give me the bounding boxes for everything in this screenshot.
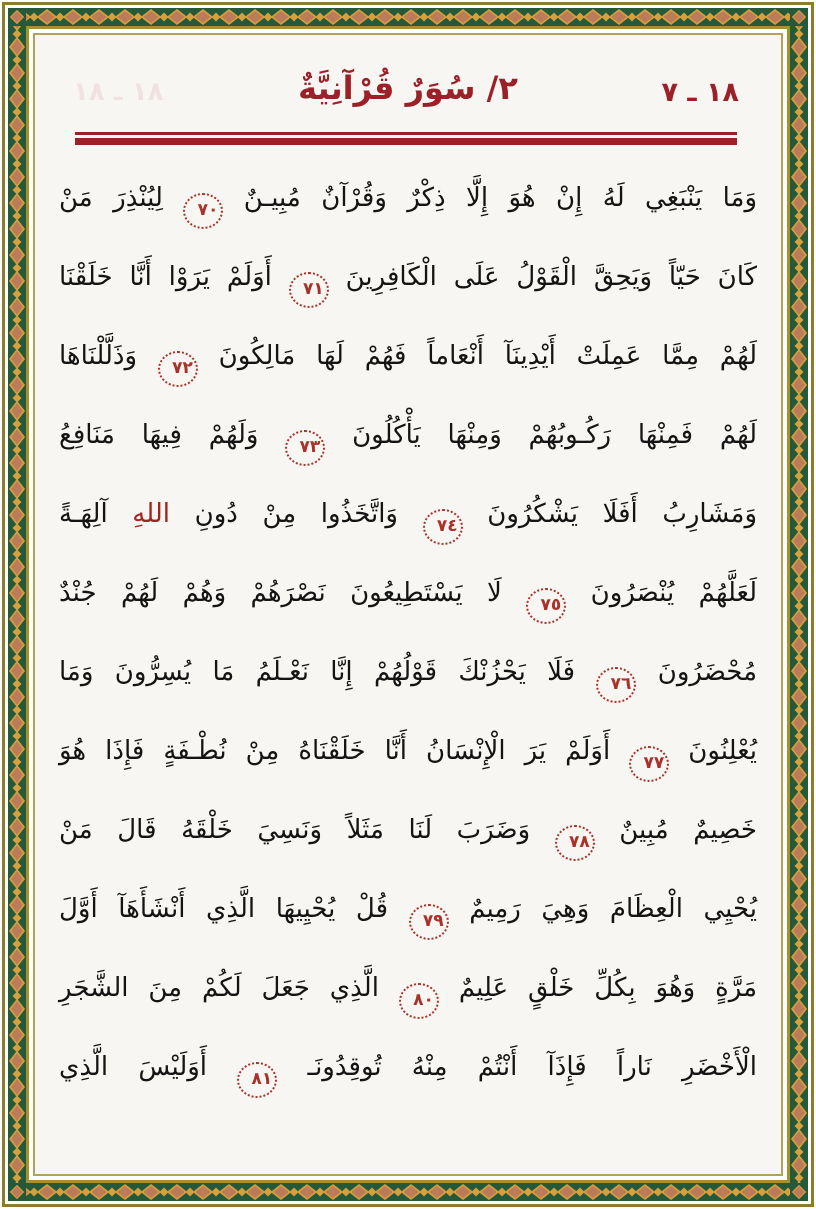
corner-ornament-icon xyxy=(8,1183,26,1201)
page-content xyxy=(35,35,781,1174)
quran-text-segment: وَذَلَّلْنَاهَا xyxy=(59,341,138,371)
quran-line xyxy=(59,949,757,1028)
quran-text-segment: لَعَلَّهُمْ يُنْصَرُونَ xyxy=(590,578,758,608)
quran-line xyxy=(59,712,757,791)
quran-text-block xyxy=(59,159,757,1107)
quran-text-segment: وَمَا يَنْبَغِي لَهُ إِنْ هُوَ إِلَّا ذِكْرٌ وَقُرْآنٌ مُبِيـنٌ xyxy=(243,183,758,213)
quran-text-segment: لَهُمْ فَمِنْهَا رَكُـوبُهُمْ وَمِنْهَا يَأْكُلُونَ xyxy=(352,420,758,450)
verse-number-medallion: ٧١ xyxy=(289,272,329,308)
verse-number-medallion: ٨٠ xyxy=(399,983,439,1019)
quran-text-segment: خَصِيمٌ مُبِينٌ xyxy=(619,815,757,845)
quran-line xyxy=(59,791,757,870)
verse-number-medallion: ٧٥ xyxy=(526,588,566,624)
corner-ornament-icon xyxy=(790,1183,808,1201)
verse-number-medallion: ٧٠ xyxy=(183,193,223,229)
quran-line xyxy=(59,554,757,633)
quran-line xyxy=(59,1028,757,1107)
quran-text-segment: أَوَلَيْسَ الَّذِي xyxy=(59,1052,208,1082)
quran-line xyxy=(59,159,757,238)
verse-number-medallion: ٧٣ xyxy=(285,430,325,466)
header-divider xyxy=(75,132,737,145)
quran-line xyxy=(59,396,757,475)
verse-number-medallion: ٧٤ xyxy=(423,509,463,545)
ornament-band-right-icon xyxy=(790,8,808,1201)
quran-line xyxy=(59,475,757,554)
verse-number-medallion: ٧٢ xyxy=(158,351,198,387)
corner-ornament-icon xyxy=(8,8,26,26)
verse-number-medallion: ٧٩ xyxy=(409,904,449,940)
quran-text-segment: أَوَلَمْ يَرَ الْإِنْسَانُ أَنَّا خَلَقْنَاهُ مِنْ نُطْـفَةٍ فَإِذَا هُوَ xyxy=(59,736,611,766)
verse-number-medallion: ٧٨ xyxy=(555,825,595,861)
verse-number-medallion: ٧٦ xyxy=(596,667,636,703)
quran-line xyxy=(59,870,757,949)
ornament-band-bottom-icon xyxy=(8,1183,808,1201)
page-ref: ١٨ ـ ٧ xyxy=(661,77,739,108)
ornament-band-top-icon xyxy=(8,8,808,26)
quran-text-segment: فَلَا يَحْزُنْكَ قَوْلُهُمْ إِنَّا نَعْـلَمُ مَا يُسِرُّونَ وَمَا xyxy=(59,657,576,687)
allah-word-highlight: اللهِ xyxy=(132,499,170,529)
verse-number-medallion: ٧٧ xyxy=(629,746,669,782)
quran-line xyxy=(59,317,757,396)
ornament-band-left-icon xyxy=(8,8,26,1201)
quran-line xyxy=(59,633,757,712)
quran-text-segment: وَضَرَبَ لَنَا مَثَلاً وَنَسِيَ خَلْقَهُ قَالَ مَنْ xyxy=(59,815,531,845)
quran-text-segment: الْأَخْضَرِ نَاراً فَإِذَآ أَنْتُمْ مِنْهُ تُوقِدُونَـ xyxy=(307,1052,758,1082)
quran-text-segment: وَاتَّخَذُوا مِنْ دُونِ xyxy=(194,499,398,529)
quran-text-segment: لَا يَسْتَطِيعُونَ نَصْرَهُمْ وَهُمْ لَهُمْ جُنْدٌ xyxy=(59,578,502,608)
quran-text-segment: لِيُنْذِرَ مَنْ xyxy=(59,183,163,213)
quran-text-segment: وَلَهُمْ فِيهَا مَنَافِعُ xyxy=(59,420,259,450)
quran-text-segment: كَانَ حَيّاً وَيَحِقَّ الْقَوْلُ عَلَى الْكَافِرِينَ xyxy=(345,262,758,292)
quran-text-segment: لَهُمْ مِمَّا عَمِلَتْ أَيْدِينَآ أَنْعَاماً فَهُمْ لَهَا مَالِكُونَ xyxy=(218,341,758,371)
quran-text-segment: آلِهَـةً xyxy=(59,499,108,529)
quran-text-segment: يُعْلِنُونَ xyxy=(688,736,758,766)
quran-line xyxy=(59,238,757,317)
quran-text-segment: مُحْضَرُونَ xyxy=(657,657,758,687)
page-header xyxy=(59,35,757,132)
header-divider-thick-line xyxy=(75,138,737,145)
quran-text-segment: الَّذِي جَعَلَ لَكُمْ مِنَ الشَّجَرِ xyxy=(59,973,379,1003)
quran-text-segment: يُحْيِي الْعِظَامَ وَهِيَ رَمِيمٌ xyxy=(469,894,758,924)
quran-text-segment: قُلْ يُحْيِيهَا الَّذِي أَنْشَأَهَآ أَوَّلَ xyxy=(59,894,389,924)
quran-text-segment: مَرَّةٍ وَهُوَ بِكُلِّ خَلْقٍ عَلِيمٌ xyxy=(458,973,758,1003)
page-title: ٢/ سُوَرٌ قُرْآنِيَّةٌ xyxy=(298,69,518,107)
corner-ornament-icon xyxy=(790,8,808,26)
page-ref-faded: ١٨ ـ ١٨ xyxy=(73,77,164,107)
verse-number-medallion: ٨١ xyxy=(237,1062,277,1098)
quran-text-segment: وَمَشَارِبُ أَفَلَا يَشْكُرُونَ xyxy=(487,499,758,529)
quran-text-segment: أَوَلَمْ يَرَوْا أَنَّا خَلَقْنَا xyxy=(59,262,272,292)
